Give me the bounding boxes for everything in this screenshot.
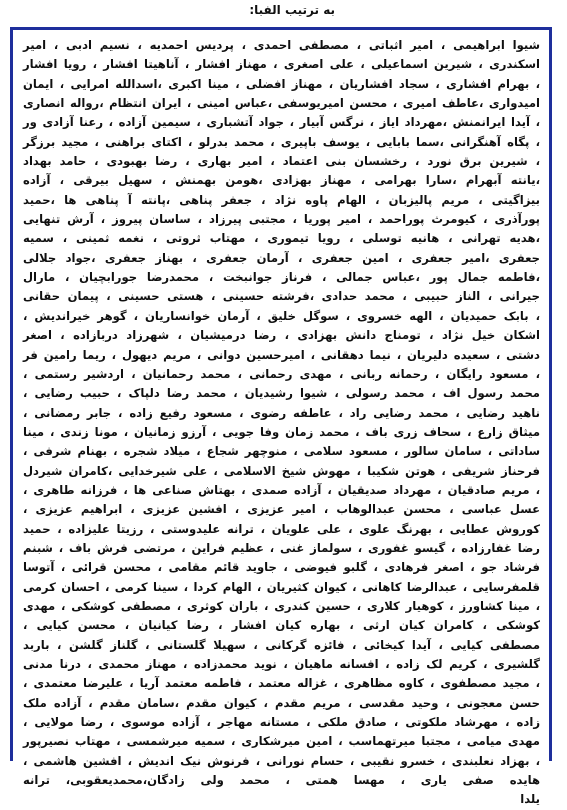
list-line: جعفری ،امیر جعفری ، امین جعفری ، آرمان جعفری ، بهناز جعفری ،جواد جلالی bbox=[23, 250, 540, 265]
list-line: مصطفی کیایی ، آیدا کیخائی ، فائزه گرکانی ، سهیلا گلستانی ، گلناز گلشن ، باربد bbox=[23, 637, 540, 652]
list-line: کوروش عطایی ، بهرنگ علوی ، علی علویان ، ترانه علیدوستی ، رزیتا علیزاده ، حمید bbox=[23, 521, 540, 536]
list-line: محمد رسول اف ، محمد رسولی ، شیوا رشیدیان ، محمد رضا دلپاک ، حبیب رضایی ، bbox=[23, 386, 540, 401]
list-line: میثاق زارع ، سحاف زری باف ، محمد زمان وفا جویی ، آرزو زمانیان ، مونا زندی ، مینا bbox=[23, 424, 540, 439]
list-line: مهدی میامی ، مجتبا میرتهماسب ، امین میرشکاری ، سمیه میرشمسی ، مهتاب نصیرپور bbox=[23, 734, 540, 749]
list-line: حسن معجونی ، وحید مقدسی ، مریم مقدم ، کیوان مقدم ،سامان مقدم ، آزاده ملک bbox=[23, 695, 540, 710]
list-heading: به ترتیب الفبا: bbox=[249, 3, 335, 17]
list-line: ، بهزاد نعلبندی ، خسرو نقیبی ، حسام نورانی ، فرنوش نیک اندیش ، افشین هاشمی ، bbox=[23, 753, 540, 768]
signatories-list bbox=[23, 36, 540, 810]
list-line: اشکان خیل نژاد ، تومناج دانش بهزادی ، رضا درمیشیان ، شهرزاد دربازاده ، اصغر bbox=[23, 328, 540, 343]
list-line: یلدا bbox=[520, 792, 540, 807]
list-line: دشتی ، سعیده دلیریان ، نیما دهقانی ، امیرحسین دوانی ، مریم دیهول ، ریما رامین فر bbox=[23, 347, 540, 362]
list-line: رضا غفارزاده ، گیسو غفوری ، سولماز غنی ، عظیم فراین ، مرتضی فرش باف ، شبنم bbox=[23, 540, 540, 555]
list-line: ، مریم صادقیان ، مهرداد صدیقیان ، آزاده صمدی ، بهتاش صناعی ها ، فرزانه طاهری ، bbox=[23, 482, 540, 497]
list-line: اسکندری ، شیرین اسماعیلی ، علی اصغری ، مهناز افشار ، آناهیتا افشار ، رویا افشار bbox=[23, 57, 540, 72]
list-line: ساداتی ، سامان سالور ، مسعود سلامی ، منوچهر شجاع ، میلاد شجره ، بهنام شرفی ، bbox=[23, 444, 540, 459]
list-line: ناهید رضایی ، محمد رضایی راد ، عاطفه رضوی ، مسعود رفیع زاده ، جابر رمضانی ، bbox=[23, 405, 540, 420]
list-line: ،یانته آبهرام ،سارا بهرامی ، مهناز بهزادی ،هومن بهمنش ، سهیل بیرقی ، آزاده bbox=[23, 173, 540, 188]
list-line: گلشیری ، کریم لک زاده ، افسانه ماهیان ، نوید محمدزاده ، مهناز محمدی ، درنا مدنی bbox=[23, 657, 540, 671]
list-line: ،فاطمه جمال پور ،عباس جمالی ، فرناز جوانبخت ، محمدرضا جورابچیان ، مارال bbox=[23, 270, 540, 285]
list-line: امیدواری ،عاطف امیری ، محسن امیریوسفی ،عباس امینی ، ایران انتظام ،رواله انصاری bbox=[23, 96, 540, 111]
list-line: ، آیدا ایرانمنش ،مهرداد ایاز ، نرگس آبیار ، جواد آتشباری ، سیمین آزاده ، رعنا آزادی ور bbox=[23, 115, 540, 130]
list-line: ، پگاه آهنگرانی ،سما بابایی ، یوسف باپیری ، محمد بدرلو ، اکتای براهنی ، مجید برزگر bbox=[23, 134, 540, 149]
list-line: ، مینا کشاورز ، کوهیار کلاری ، حسین کندری ، باران کوثری ، مصطفی کوشکی ، مهدی bbox=[23, 598, 540, 613]
list-line: فرشاد جو ، اصغر فرهادی ، گلبو فیوضی ، جاوید قائم مقامی ، محسن قرائی ، آتوسا bbox=[23, 560, 540, 575]
list-line: عسل عباسی ، محسن عبدالوهاب ، امیر عزیزی ، افشین عزیزی ، ابراهیم عزیزی ، bbox=[23, 502, 540, 517]
list-line: فرحناز شریفی ، هوتن شکیبا ، مهوش شیخ الاسلامی ، علی شیرخدایی ،کامران شیردل bbox=[23, 463, 540, 478]
list-line: جیرانی ، الناز حبیبی ، محمد حدادی ،فرشته حسینی ، هستی حسینی ، پیمان حقانی bbox=[23, 289, 540, 304]
list-line: ،هدیه تهرانی ، هانیه توسلی ، رویا تیموری ، مهتاب ثروتی ، نغمه ثمینی ، سمیه bbox=[23, 231, 540, 246]
list-line: زاده ، مهرشاد ملکوتی ، صادق ملکی ، مستانه مهاجر ، آزاده موسوی ، رضا مولایی ، bbox=[23, 715, 540, 730]
list-line: کوشکی ، کامران کیان ارثی ، بهاره کیان افشار ، رضا کیانیان ، محسن کیایی ، bbox=[23, 618, 540, 633]
list-line: ، بابک حمیدیان ، الهه خسروی ، سوگل خلیق ، آرمان خوانساریان ، گوهر خیراندیش ، bbox=[23, 308, 540, 323]
list-line: ، بهرام افشاری ، سجاد افشاریان ، مهناز افضلی ، مینا اکبری ،اسدالله امرایی ، ایمان bbox=[23, 76, 540, 91]
signatories-frame bbox=[10, 27, 552, 807]
list-line: شیوا ابراهیمی ، امیر اثباتی ، مصطفی احمدی ، پردیس احمدیه ، نسیم ادبی ، امیر bbox=[23, 38, 540, 52]
list-line: قلمفرسایی ، عبدالرضا کاهانی ، کیوان کثیریان ، الهام کردا ، سینا کرمی ، احسان کرمی bbox=[23, 579, 540, 594]
list-line: پورآذری ، کیومرث پوراحمد ، امیر پوریا ، مجتبی پیرزاد ، ساسان پیروز ، آرش تنهایی bbox=[23, 212, 540, 227]
list-line: بیزاگیتی ، مریم پالیزبان ، الهام پاوه نژاد ، جعفر پناهی ،پانته آ پناهی ها ،حمید bbox=[23, 192, 540, 207]
list-line: ، مسعود رایگان ، رحمانه ربانی ، مهدی رحمانی ، محمد رحمانیان ، اردشیر رستمی ، bbox=[23, 366, 540, 381]
list-line: ، مجید مصطفوی ، کاوه مظاهری ، غزاله معتمد ، فاطمه معتمد آریا ، علیرضا معتمدی ، bbox=[23, 676, 540, 691]
list-line: هایده صفی یاری ، مهسا همتی ، محمد ولی زادگان،محمدیعقوبی، ترانه bbox=[23, 773, 540, 788]
list-line: ، شیرین برق نورد ، رخشسان بنی اعتماد ، امیر بهاری ، رضا بهبودی ، حامد بهداد bbox=[23, 154, 540, 169]
